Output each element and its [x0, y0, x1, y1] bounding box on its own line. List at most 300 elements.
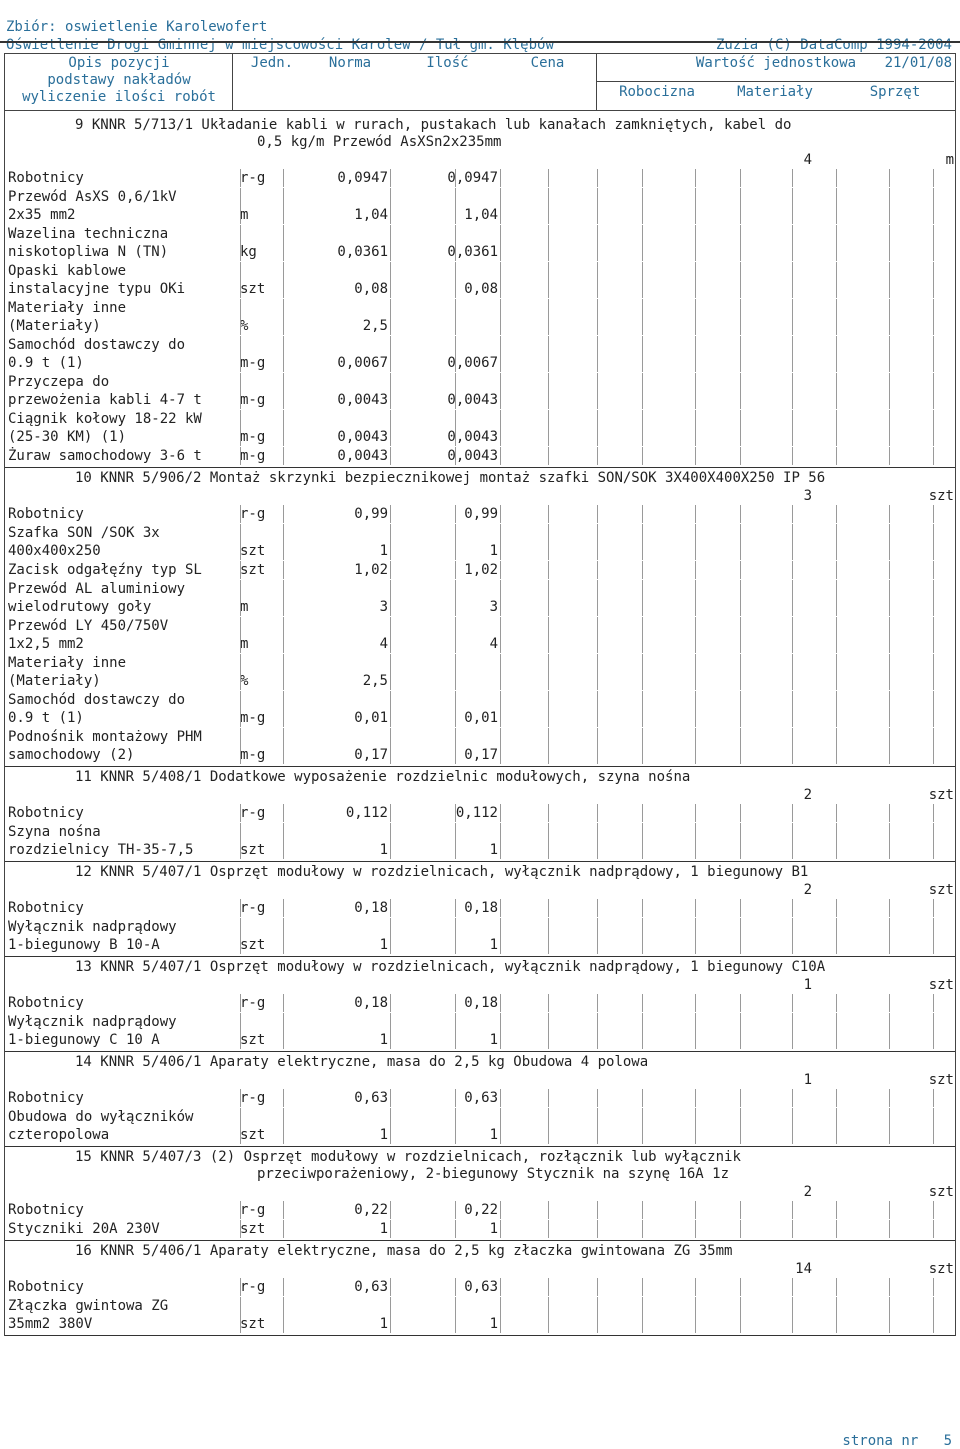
grid-tick [283, 225, 284, 261]
resource-name: Samochód dostawczy do [8, 337, 186, 353]
resource-quantity: 0,112 [455, 805, 498, 821]
grid-tick [548, 524, 549, 560]
position-unit: szt [928, 787, 954, 803]
grid-tick [836, 804, 837, 822]
grid-tick [792, 804, 793, 822]
resource-name: 1x2,5 mm2 [8, 636, 84, 652]
resource-norm: 0,17 [354, 747, 388, 763]
grid-tick [642, 410, 643, 446]
grid-tick [597, 188, 598, 224]
resource-norm: 0,18 [354, 995, 388, 1011]
grid-tick [695, 447, 696, 465]
grid-tick [889, 336, 890, 372]
grid-tick [597, 1220, 598, 1238]
col-desc-line1: Opis pozycji [68, 55, 170, 71]
grid-tick [695, 1108, 696, 1144]
grid-tick [836, 336, 837, 372]
resource-name: 1-biegunowy C 10 A [8, 1032, 160, 1048]
grid-tick [642, 1220, 643, 1238]
grid-tick [889, 1297, 890, 1333]
resource-unit: m [240, 636, 249, 652]
resource-unit: szt [240, 1316, 266, 1332]
resource-name: Styczniki 20A 230V [8, 1221, 160, 1237]
grid-tick [933, 823, 934, 859]
resource-quantity: 0,22 [464, 1202, 498, 1218]
grid-tick [548, 994, 549, 1012]
grid-tick [740, 617, 741, 653]
grid-tick [695, 1220, 696, 1238]
grid-tick [548, 691, 549, 727]
frame-left [4, 111, 5, 1336]
grid-tick [933, 899, 934, 917]
grid-tick [933, 188, 934, 224]
grid-tick [889, 691, 890, 727]
resource-unit: r-g [240, 506, 266, 522]
grid-tick [283, 299, 284, 335]
position-separator [4, 467, 956, 468]
grid-tick [455, 447, 456, 465]
grid-tick [240, 1089, 241, 1107]
grid-tick [455, 188, 456, 224]
grid-tick [889, 654, 890, 690]
grid-tick [695, 1089, 696, 1107]
grid-tick [889, 447, 890, 465]
grid-tick [240, 804, 241, 822]
position-unit: szt [928, 488, 954, 504]
position-unit: szt [928, 977, 954, 993]
grid-tick [836, 1278, 837, 1296]
grid-tick [642, 447, 643, 465]
position-quantity: 2 [803, 787, 812, 803]
grid-tick [283, 447, 284, 465]
resource-name: (25-30 KM) (1) [8, 429, 127, 445]
grid-tick [597, 1278, 598, 1296]
grid-tick [889, 899, 890, 917]
grid-tick [240, 823, 241, 859]
grid-tick [695, 654, 696, 690]
grid-tick [597, 994, 598, 1012]
resource-quantity: 0,0361 [447, 244, 498, 260]
resource-name: Robotnicy [8, 506, 84, 522]
position-quantity: 2 [803, 882, 812, 898]
grid-tick [455, 1297, 456, 1333]
resource-quantity: 4 [489, 636, 498, 652]
grid-tick [548, 1013, 549, 1049]
grid-tick [740, 188, 741, 224]
grid-tick [455, 169, 456, 187]
position-quantity: 1 [803, 977, 812, 993]
position-separator [4, 1240, 956, 1241]
grid-tick [597, 524, 598, 560]
resource-unit: r-g [240, 995, 266, 1011]
grid-tick [792, 1297, 793, 1333]
grid-tick [548, 1220, 549, 1238]
grid-tick [740, 1278, 741, 1296]
position-title: 14 KNNR 5/406/1 Aparaty elektryczne, masa do 2,5 kg Obudowa 4 polowa [75, 1054, 649, 1070]
grid-tick [455, 524, 456, 560]
position-title: 16 KNNR 5/406/1 Aparaty elektryczne, masa do 2,5 kg złaczka gwintowana ZG 35mm [75, 1243, 733, 1259]
grid-tick [695, 225, 696, 261]
position-separator [4, 861, 956, 862]
grid-tick [455, 262, 456, 298]
resource-norm: 0,18 [354, 900, 388, 916]
resource-name: 400x400x250 [8, 543, 101, 559]
grid-tick [500, 188, 501, 224]
resource-name: Wyłącznik nadprądowy [8, 919, 177, 935]
grid-tick [548, 561, 549, 579]
resource-name: rozdzielnicy TH-35-7,5 [8, 842, 194, 858]
grid-tick [548, 1108, 549, 1144]
grid-tick [597, 373, 598, 409]
position-separator [4, 1051, 956, 1052]
resource-name: samochodowy (2) [8, 747, 135, 763]
grid-tick [933, 336, 934, 372]
grid-tick [642, 1201, 643, 1219]
resource-quantity: 0,99 [464, 506, 498, 522]
grid-tick [390, 1220, 391, 1238]
grid-tick [792, 691, 793, 727]
grid-tick [455, 691, 456, 727]
grid-tick [455, 728, 456, 764]
grid-tick [740, 899, 741, 917]
grid-tick [792, 1201, 793, 1219]
resource-unit: % [240, 318, 249, 334]
resource-norm: 0,0043 [337, 429, 388, 445]
grid-tick [500, 1089, 501, 1107]
grid-tick [792, 899, 793, 917]
grid-tick [283, 1220, 284, 1238]
resource-unit: szt [240, 937, 266, 953]
grid-tick [933, 804, 934, 822]
grid-tick [455, 899, 456, 917]
grid-tick [455, 823, 456, 859]
grid-tick [740, 691, 741, 727]
grid-tick [500, 617, 501, 653]
grid-tick [695, 336, 696, 372]
grid-tick [889, 410, 890, 446]
grid-tick [283, 336, 284, 372]
grid-tick [500, 561, 501, 579]
grid-tick [933, 524, 934, 560]
grid-tick [548, 654, 549, 690]
grid-tick [455, 1220, 456, 1238]
grid-tick [836, 188, 837, 224]
resource-unit: m-g [240, 429, 266, 445]
grid-tick [240, 373, 241, 409]
grid-tick [740, 225, 741, 261]
grid-tick [836, 728, 837, 764]
grid-tick [390, 1278, 391, 1296]
grid-tick [889, 804, 890, 822]
position-quantity: 2 [803, 1184, 812, 1200]
resource-name: niskotopliwa N (TN) [8, 244, 169, 260]
grid-tick [889, 823, 890, 859]
grid-tick [597, 262, 598, 298]
grid-tick [792, 1089, 793, 1107]
resource-quantity: 1 [489, 937, 498, 953]
grid-tick [933, 447, 934, 465]
position-title: przeciwporażeniowy, 2-biegunowy Stycznik na szynę 16A 1z [257, 1166, 730, 1182]
grid-tick [283, 691, 284, 727]
position-unit: szt [928, 882, 954, 898]
grid-tick [548, 918, 549, 954]
grid-tick [889, 225, 890, 261]
grid-tick [500, 728, 501, 764]
grid-tick [933, 1297, 934, 1333]
grid-tick [836, 1220, 837, 1238]
resource-unit: szt [240, 1221, 266, 1237]
grid-tick [240, 561, 241, 579]
grid-tick [455, 561, 456, 579]
grid-tick [597, 691, 598, 727]
grid-tick [548, 1089, 549, 1107]
resource-norm: 0,0947 [337, 170, 388, 186]
resource-quantity: 1,02 [464, 562, 498, 578]
grid-tick [240, 336, 241, 372]
resource-norm: 2,5 [362, 318, 388, 334]
resource-unit: kg [240, 244, 257, 260]
grid-tick [642, 225, 643, 261]
grid-tick [792, 169, 793, 187]
grid-tick [283, 262, 284, 298]
position-quantity: 1 [803, 1072, 812, 1088]
grid-tick [740, 918, 741, 954]
grid-tick [390, 169, 391, 187]
grid-tick [836, 1297, 837, 1333]
grid-tick [390, 617, 391, 653]
col-labour: Robocizna [619, 84, 695, 100]
grid-tick [933, 1220, 934, 1238]
resource-unit: m-g [240, 392, 266, 408]
grid-tick [740, 1220, 741, 1238]
grid-tick [740, 1108, 741, 1144]
resource-unit: m [240, 599, 249, 615]
grid-tick [792, 1220, 793, 1238]
grid-tick [933, 691, 934, 727]
collection-label: Zbiór: oswietlenie Karolewofert [6, 19, 268, 35]
resource-name: (Materiały) [8, 318, 101, 334]
grid-tick [548, 728, 549, 764]
grid-tick [455, 804, 456, 822]
grid-tick [740, 994, 741, 1012]
grid-tick [642, 1089, 643, 1107]
resource-unit: m-g [240, 355, 266, 371]
grid-tick [642, 994, 643, 1012]
grid-tick [836, 447, 837, 465]
grid-tick [283, 804, 284, 822]
grid-tick [889, 262, 890, 298]
grid-tick [889, 1220, 890, 1238]
grid-tick [283, 617, 284, 653]
resource-name: Zacisk odgałęźny typ SL [8, 562, 202, 578]
grid-tick [548, 1297, 549, 1333]
grid-tick [695, 1013, 696, 1049]
grid-tick [455, 373, 456, 409]
grid-tick [455, 1089, 456, 1107]
resource-norm: 1 [379, 1032, 388, 1048]
resource-quantity: 0,01 [464, 710, 498, 726]
page-label: strona nr [842, 1433, 919, 1449]
grid-tick [792, 1013, 793, 1049]
grid-tick [390, 373, 391, 409]
grid-tick [933, 410, 934, 446]
grid-tick [642, 580, 643, 616]
grid-tick [740, 1201, 741, 1219]
grid-tick [836, 1108, 837, 1144]
grid-tick [836, 505, 837, 523]
grid-tick [597, 1108, 598, 1144]
grid-tick [740, 561, 741, 579]
grid-tick [240, 1108, 241, 1144]
resource-unit: szt [240, 543, 266, 559]
grid-tick [695, 580, 696, 616]
grid-tick [740, 336, 741, 372]
resource-name: przewożenia kabli 4-7 t [8, 392, 202, 408]
position-separator [4, 956, 956, 957]
grid-tick [500, 804, 501, 822]
grid-tick [597, 899, 598, 917]
resource-quantity: 0,0067 [447, 355, 498, 371]
grid-tick [390, 1201, 391, 1219]
grid-tick [500, 1278, 501, 1296]
grid-tick [283, 728, 284, 764]
grid-tick [642, 561, 643, 579]
grid-tick [500, 1108, 501, 1144]
grid-tick [455, 654, 456, 690]
grid-tick [889, 918, 890, 954]
grid-tick [642, 1297, 643, 1333]
grid-tick [597, 410, 598, 446]
grid-tick [889, 580, 890, 616]
grid-tick [836, 169, 837, 187]
resource-unit: m-g [240, 747, 266, 763]
resource-name: Robotnicy [8, 1279, 84, 1295]
resource-name: 1-biegunowy B 10-A [8, 937, 160, 953]
grid-tick [933, 225, 934, 261]
resource-norm: 1 [379, 937, 388, 953]
resource-name: 0.9 t (1) [8, 355, 84, 371]
grid-tick [889, 299, 890, 335]
grid-tick [792, 728, 793, 764]
grid-tick [455, 1013, 456, 1049]
grid-tick [740, 373, 741, 409]
resource-unit: szt [240, 281, 266, 297]
resource-unit: r-g [240, 1279, 266, 1295]
grid-tick [642, 804, 643, 822]
grid-tick [695, 262, 696, 298]
grid-tick [240, 899, 241, 917]
grid-tick [695, 1297, 696, 1333]
grid-tick [548, 823, 549, 859]
grid-tick [548, 580, 549, 616]
grid-tick [792, 505, 793, 523]
resource-name: Robotnicy [8, 805, 84, 821]
resource-name: Żuraw samochodowy 3-6 t [8, 448, 202, 464]
grid-tick [695, 188, 696, 224]
grid-tick [240, 617, 241, 653]
grid-tick [390, 561, 391, 579]
grid-tick [548, 262, 549, 298]
grid-tick [836, 373, 837, 409]
grid-tick [933, 505, 934, 523]
resource-norm: 0,63 [354, 1090, 388, 1106]
grid-tick [933, 617, 934, 653]
resource-norm: 1,02 [354, 562, 388, 578]
grid-tick [240, 505, 241, 523]
grid-tick [836, 561, 837, 579]
grid-tick [500, 1013, 501, 1049]
grid-tick [695, 728, 696, 764]
grid-tick [933, 1108, 934, 1144]
resource-unit: % [240, 673, 249, 689]
resource-unit: r-g [240, 170, 266, 186]
resource-quantity: 1 [489, 543, 498, 559]
grid-tick [889, 505, 890, 523]
grid-tick [933, 262, 934, 298]
grid-tick [500, 169, 501, 187]
resource-unit: r-g [240, 900, 266, 916]
grid-tick [548, 447, 549, 465]
col-quantity: Ilość [426, 55, 469, 71]
grid-tick [933, 918, 934, 954]
grid-tick [500, 580, 501, 616]
grid-tick [283, 580, 284, 616]
grid-tick [695, 918, 696, 954]
grid-tick [597, 804, 598, 822]
grid-tick [283, 1013, 284, 1049]
grid-tick [455, 580, 456, 616]
grid-tick [597, 580, 598, 616]
resource-name: Przewód AsXS 0,6/1kV [8, 189, 177, 205]
grid-tick [740, 1013, 741, 1049]
grid-tick [240, 918, 241, 954]
grid-tick [642, 299, 643, 335]
position-separator [4, 1146, 956, 1147]
resource-norm: 0,0043 [337, 448, 388, 464]
grid-tick [597, 1089, 598, 1107]
grid-tick [740, 169, 741, 187]
grid-tick [889, 524, 890, 560]
grid-tick [240, 225, 241, 261]
grid-tick [836, 1089, 837, 1107]
grid-tick [642, 373, 643, 409]
col-price: Cena [530, 55, 565, 71]
grid-tick [597, 654, 598, 690]
grid-tick [283, 1108, 284, 1144]
grid-tick [283, 561, 284, 579]
grid-tick [792, 262, 793, 298]
resource-quantity: 0,0043 [447, 429, 498, 445]
grid-tick [792, 188, 793, 224]
grid-tick [695, 899, 696, 917]
position-quantity: 3 [803, 488, 812, 504]
position-title: 12 KNNR 5/407/1 Osprzęt modułowy w rozdzielnicach, wyłącznik nadprądowy, 1 biegunowy B1 [75, 864, 809, 880]
grid-tick [695, 505, 696, 523]
resource-name: Robotnicy [8, 1202, 84, 1218]
grid-tick [283, 188, 284, 224]
grid-tick [548, 169, 549, 187]
resource-quantity: 1 [489, 1127, 498, 1143]
grid-tick [500, 524, 501, 560]
resource-name: Przewód LY 450/750V [8, 618, 169, 634]
grid-tick [889, 169, 890, 187]
resource-name: instalacyjne typu OKi [8, 281, 186, 297]
grid-tick [548, 336, 549, 372]
grid-tick [792, 524, 793, 560]
grid-tick [836, 225, 837, 261]
grid-tick [390, 899, 391, 917]
grid-tick [548, 188, 549, 224]
